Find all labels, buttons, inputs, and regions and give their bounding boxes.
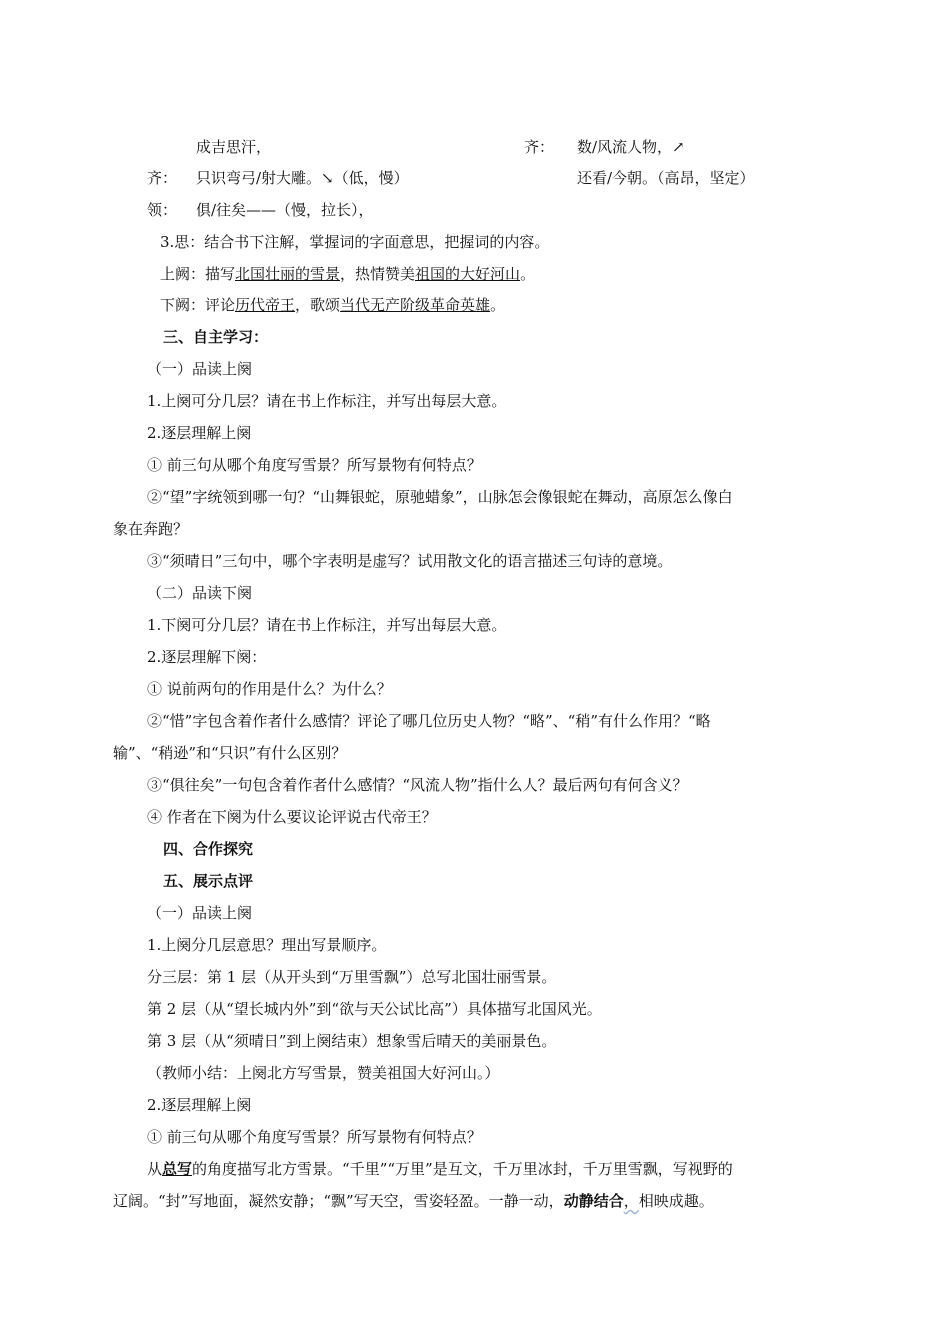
coop-heading: 四、合作探究: [163, 840, 254, 858]
self-study-p1-q1: 1.上阕可分几层？请在书上作标注，并写出每层大意。: [147, 392, 507, 410]
answer-l2-post: 相映成趣。: [638, 1192, 714, 1210]
think-lower-prefix: 下阙：评论: [160, 296, 236, 314]
self-study-p2-q1: 1.下阕可分几层？请在书上作标注，并写出每层大意。: [147, 616, 507, 634]
recital-line1-label: 齐：: [524, 138, 555, 156]
self-study-p2-c: ③“俱往矣”一句包含着作者什么感情？“风流人物”指什么人？最后两句有何含义？: [147, 776, 688, 794]
self-study-p1-c: ③“须晴日”三句中，哪个字表明是虚写？试用散文化的语言描述三句诗的意境。: [147, 552, 673, 570]
review-q2: 2.逐层理解上阕: [147, 1096, 252, 1114]
answer-l1-bold: 总写: [162, 1160, 193, 1178]
answer-l1-pre: 从: [147, 1160, 163, 1178]
review-q1: 1.上阕分几层意思？理出写景顺序。: [147, 936, 387, 954]
answer-l2-bold: 动静结合: [563, 1192, 624, 1210]
recital-line2-right: 还看/今朝。（高昂，坚定）: [577, 169, 755, 187]
think-upper: [160, 264, 535, 284]
self-study-p1-b-line1: ②“望”字统领到哪一句？“山舞银蛇，原驰蜡象”，山脉怎会像银蛇在舞动，高原怎么像白: [147, 488, 733, 506]
answer-l2-pre: 辽阔。“封”写地面，凝然安静；“飘”写天空，雪姿轻盈。一静一动，: [113, 1192, 564, 1210]
self-study-p1-a: ① 前三句从哪个角度写雪景？所写景物有何特点？: [147, 456, 482, 474]
think-lower-keyword2: 当代无产阶级革命英雄: [340, 296, 491, 314]
review-summary: （教师小结：上阕北方写雪景，赞美祖国大好河山。）: [147, 1064, 500, 1082]
think-lower-end: 。: [490, 296, 506, 314]
think-upper-prefix: 上阙：描写: [160, 265, 236, 283]
self-study-part2-title: （二）品读下阕: [147, 584, 253, 602]
think-lower: [160, 295, 505, 315]
review-layer3: 第 3 层（从“须晴日”到上阕结束）想象雪后晴天的美丽景色。: [147, 1032, 557, 1050]
self-study-p2-b-line1: ②“惜”字包含着作者什么感情？评论了哪几位历史人物？“略”、“稍”有什么作用？“略: [147, 712, 711, 730]
think-lower-mid: ，歌颂: [295, 296, 341, 314]
answer-l2-wavy: ，: [623, 1192, 639, 1210]
self-study-p2-d: ④ 作者在下阕为什么要议论评说古代帝王？: [147, 808, 437, 826]
recital-line3-label: 领：: [147, 201, 178, 219]
self-study-p1-b-line2: 象在奔跑？: [113, 520, 189, 538]
think-lower-keyword1: 历代帝王: [235, 296, 296, 314]
think-upper-keyword2: 祖国的大好河山: [415, 265, 521, 283]
think-upper-mid: ，热情赞美: [340, 265, 416, 283]
review-part1-title: （一）品读上阕: [147, 904, 253, 922]
recital-line2-label: 齐：: [147, 169, 178, 187]
think-upper-end: 。: [520, 265, 536, 283]
self-study-part1-title: （一）品读上阕: [147, 360, 253, 378]
self-study-p2-q2: 2.逐层理解下阕：: [147, 648, 267, 666]
recital-line1-right: 数/风流人物，↗: [577, 138, 685, 156]
think-item3: 3.思：结合书下注解，掌握词的字面意思，把握词的内容。: [160, 233, 550, 251]
review-answer-line1: [147, 1159, 733, 1179]
self-study-p2-b-line2: 输”、“稍逊”和“只识”有什么区别？: [113, 744, 347, 762]
self-study-p1-q2: 2.逐层理解上阕: [147, 424, 252, 442]
recital-line3-text: 俱/往矣——（慢，拉长），: [196, 201, 374, 219]
review-heading: 五、展示点评: [163, 872, 254, 890]
review-layer2: 第 2 层（从“望长城内外”到“欲与天公试比高”）具体描写北国风光。: [147, 1000, 602, 1018]
recital-line2-left: 只识弯弓/射大雕。↘（低，慢）: [196, 169, 409, 187]
recital-line1-left: 成吉思汗，: [196, 138, 272, 156]
think-upper-keyword1: 北国壮丽的雪景: [235, 265, 341, 283]
review-answer-line2: [113, 1191, 714, 1211]
answer-l1-post: 的角度描写北方雪景。“千里”“万里”是互文，千万里冰封，千万里雪飘，写视野的: [192, 1160, 733, 1178]
self-study-p2-a: ① 说前两句的作用是什么？为什么？: [147, 680, 392, 698]
review-layer1: 分三层：第 1 层（从开头到“万里雪飘”）总写北国壮丽雪景。: [147, 968, 557, 986]
review-q2a: ① 前三句从哪个角度写雪景？所写景物有何特点？: [147, 1128, 482, 1146]
self-study-heading: 三、自主学习：: [163, 328, 269, 346]
